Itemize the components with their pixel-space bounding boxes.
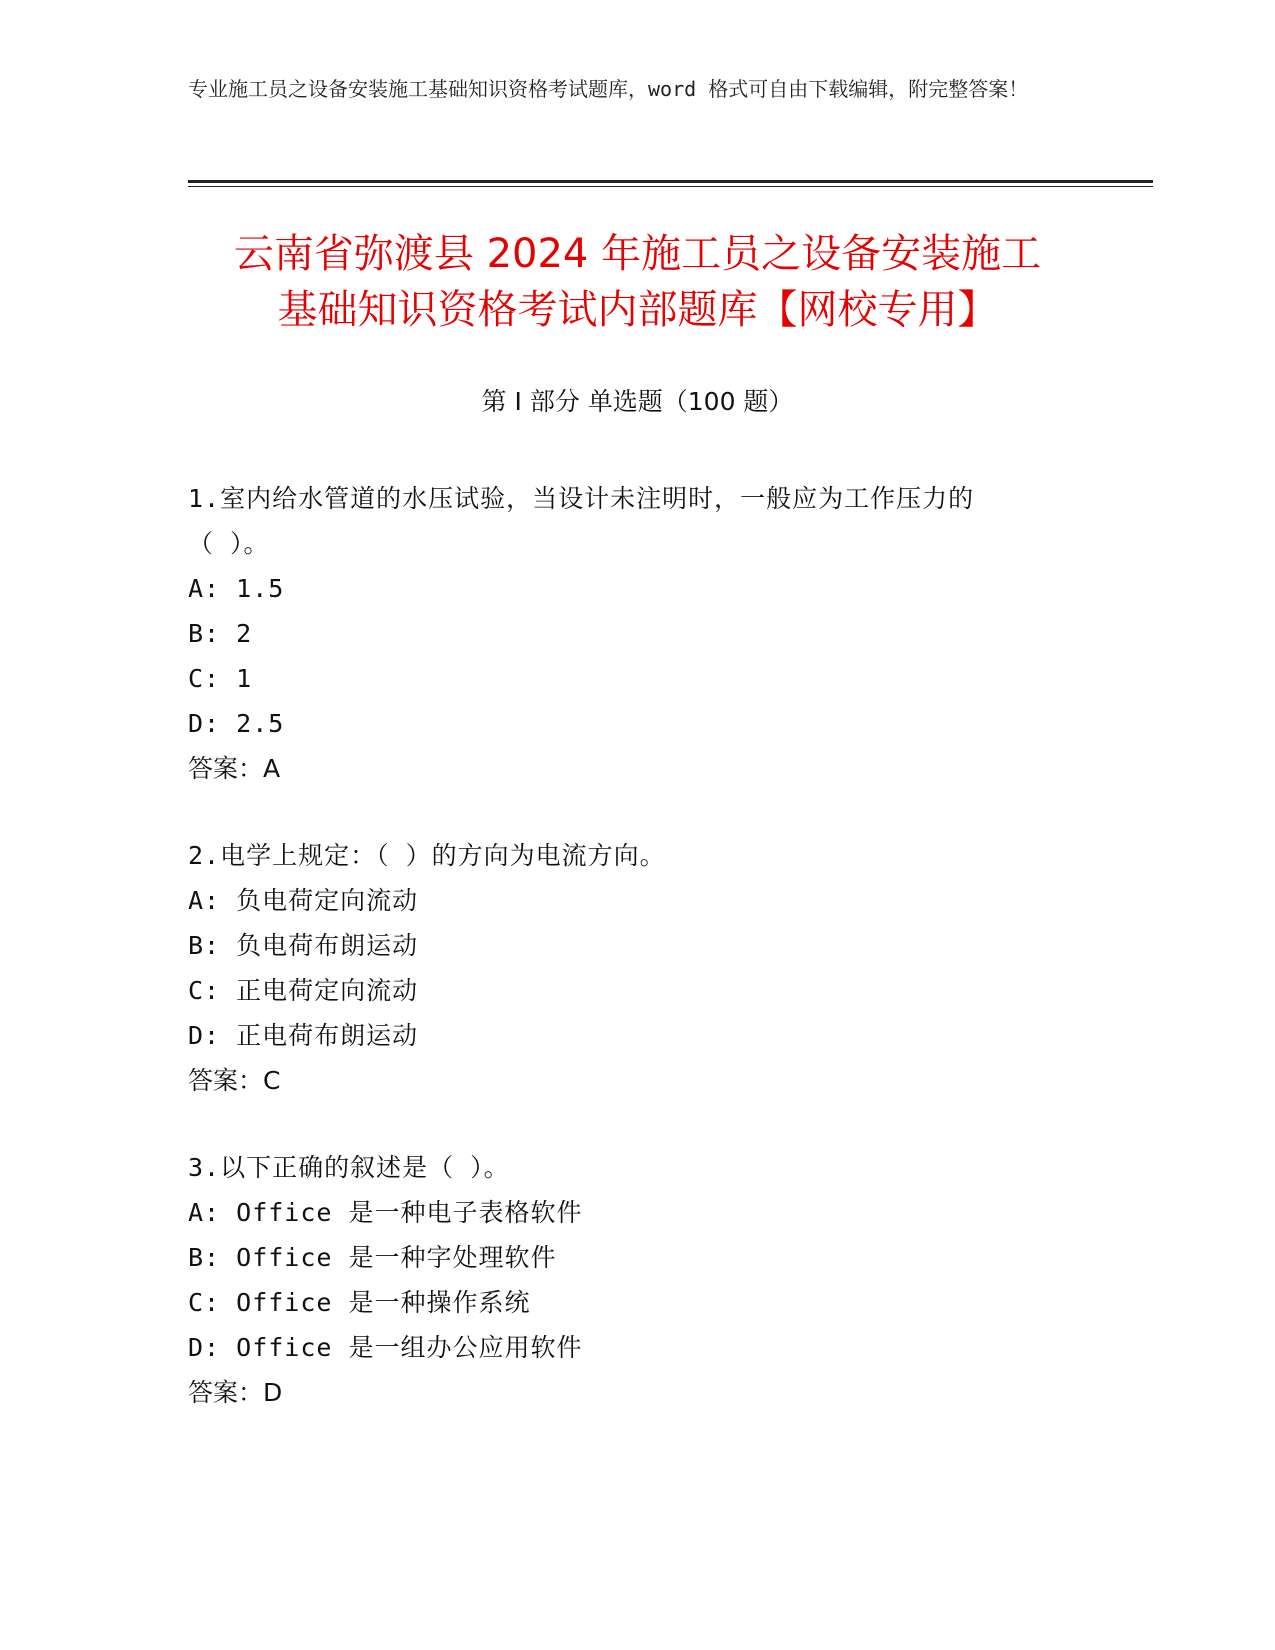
question-1 (188, 476, 1078, 791)
question-3-option-c: C: Office 是一种操作系统 (188, 1288, 531, 1317)
document-title-line-1: 云南省弥渡县 2024 年施工员之设备安装施工 (233, 231, 1042, 277)
question-2-option-d: D: 正电荷布朗运动 (188, 1021, 419, 1050)
header-note: 专业施工员之设备安装施工基础知识资格考试题库，word 格式可自由下载编辑，附完整答案！ (188, 77, 1029, 101)
question-2-option-b: B: 负电荷布朗运动 (188, 931, 419, 960)
header-rule-thick (188, 180, 1153, 183)
question-1-answer: 答案：A (188, 754, 281, 783)
question-2-stem-line-1: 2.电学上规定：（ ）的方向为电流方向。 (188, 841, 666, 870)
document-title-line-2: 基础知识资格考试内部题库【网校专用】 (277, 287, 998, 333)
question-2 (188, 833, 1078, 1103)
question-3-answer: 答案：D (188, 1378, 283, 1407)
question-1-stem-line-2: （ ）。 (188, 529, 270, 558)
question-3-stem-line-1: 3.以下正确的叙述是（ ）。 (188, 1153, 510, 1182)
document-title (150, 226, 1125, 338)
question-1-option-b: B: 2 (188, 619, 253, 648)
question-list (188, 476, 1078, 1457)
question-3-option-d: D: Office 是一组办公应用软件 (188, 1333, 583, 1362)
question-2-answer: 答案：C (188, 1066, 281, 1095)
header-rule-thin (188, 186, 1153, 187)
question-2-option-c: C: 正电荷定向流动 (188, 976, 419, 1005)
question-2-option-a: A: 负电荷定向流动 (188, 886, 419, 915)
question-3-option-b: B: Office 是一种字处理软件 (188, 1243, 557, 1272)
question-1-option-a: A: 1.5 (188, 574, 285, 603)
section-title: 第 I 部分 单选题（100 题） (481, 387, 794, 416)
question-1-option-d: D: 2.5 (188, 709, 285, 738)
question-3 (188, 1145, 1078, 1415)
question-1-stem-line-1: 1.室内给水管道的水压试验，当设计未注明时，一般应为工作压力的 (188, 484, 975, 513)
question-3-option-a: A: Office 是一种电子表格软件 (188, 1198, 583, 1227)
question-1-option-c: C: 1 (188, 664, 253, 693)
